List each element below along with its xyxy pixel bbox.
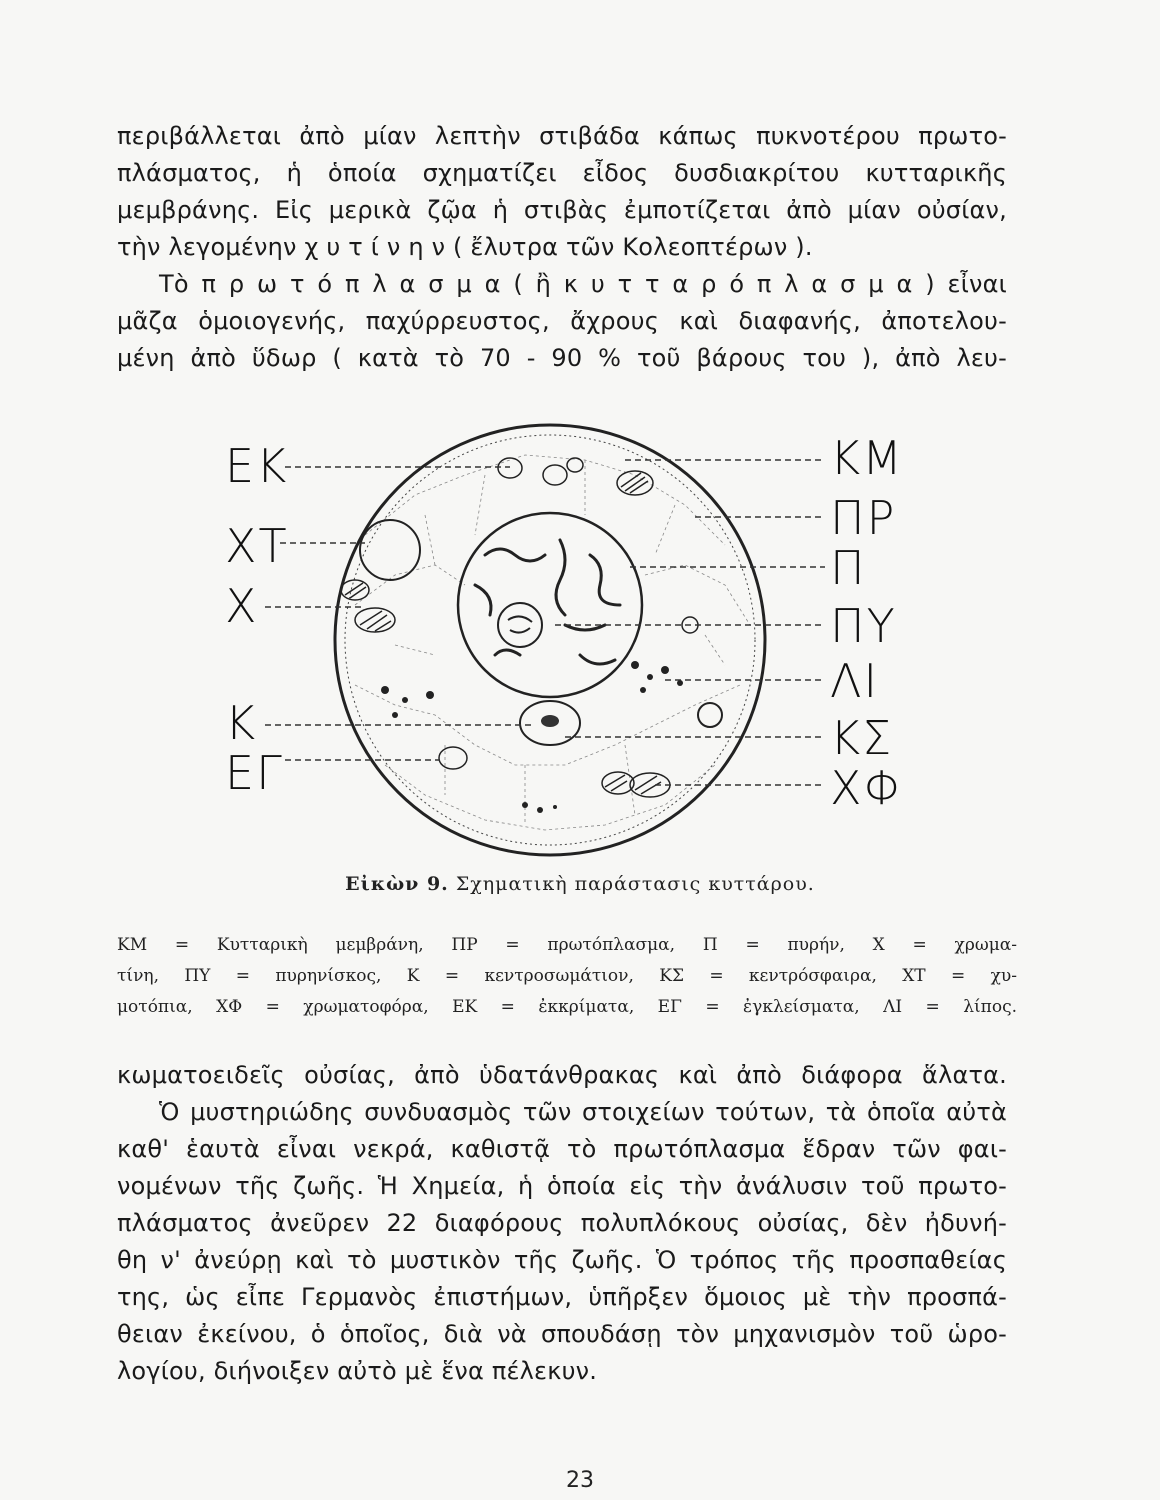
protoplasm-boundary [345, 435, 755, 845]
label-ek: ΕΚ [225, 439, 289, 493]
text-line: θη ν' ἀνεύρῃ καὶ τὸ μυστικὸν τῆς ζωῆς. Ὁ τρόπος τῆς προσπαθείας [117, 1246, 1007, 1274]
caption-number: Εἰκὼν 9. [345, 873, 449, 895]
cell-diagram [225, 415, 925, 875]
figure-caption [0, 873, 1160, 895]
cytoplasm-network [355, 455, 750, 830]
caption-text: Σχηματικὴ παράστασις κυττάρου. [455, 873, 815, 895]
text-line: μένη ἀπὸ ὕδωρ ( κατὰ τὸ 70 - 90 % τοῦ βάρους του ), ἀπὸ λευ- [117, 344, 1007, 372]
text-line: νομένων τῆς ζωῆς. Ἡ Χημεία, ἡ ὁποία εἰς τὴν ἀνάλυσιν τοῦ πρωτο- [117, 1172, 1007, 1200]
label-x: Χ [225, 579, 259, 633]
text-line: μεμβράνης. Εἰς μερικὰ ζῷα ἡ στιβὰς ἐμποτίζεται ἀπὸ μίαν οὐσίαν, [117, 196, 1007, 224]
vacuole-small [698, 703, 722, 727]
text-line: περιβάλλεται ἀπὸ μίαν λεπτὴν στιβάδα κάπως πυκνοτέρου πρωτο- [117, 122, 1007, 150]
centrosome [541, 715, 559, 727]
paragraph-bottom [117, 1057, 1007, 1390]
label-py: ΠΥ [830, 599, 897, 653]
text-line: τὴν λεγομένην χ υ τ ί ν η ν ( ἔλυτρα τῶν Κολεοπτέρων ). [117, 233, 813, 261]
label-xf: ΧΦ [830, 761, 906, 815]
paragraph-top [117, 118, 1007, 377]
text-line: λογίου, διήνοιξεν αὐτὸ μὲ ἕνα πέλεκυν. [117, 1357, 598, 1385]
label-eg: ΕΓ [225, 746, 284, 800]
text-line: πλάσματος ἀνεῦρεν 22 διαφόρους πολυπλόκους οὐσίας, δὲν ἠδυνή- [117, 1209, 1007, 1237]
text-line: της, ὡς εἶπε Γερμανὸς ἐπιστήμων, ὑπῆρξεν ὅμοιος μὲ τὴν προσπά- [117, 1283, 1007, 1311]
cell-membrane [335, 425, 765, 855]
label-pr: ΠΡ [830, 491, 897, 545]
label-km: ΚΜ [830, 431, 904, 485]
cell-figure [225, 415, 925, 875]
label-k: Κ [225, 696, 258, 750]
secretion-granule [498, 458, 522, 478]
leader-lines [265, 460, 825, 785]
inclusion [439, 747, 467, 769]
legend-line: τίνη, ΠΥ = πυρηνίσκος, Κ = κεντροσωμάτιον, ΚΣ = κεντρόσφαιρα, ΧΤ = χυ- [117, 966, 1017, 986]
text-line: κωματοειδεῖς οὐσίας, ἀπὸ ὑδατάνθρακας καὶ ἀπὸ διάφορα ἅλατα. [117, 1061, 1007, 1089]
text-line: καθ' ἑαυτὰ εἶναι νεκρά, καθιστᾷ τὸ πρωτόπλασμα ἕδραν τῶν φαι- [117, 1135, 1007, 1163]
text-line: μᾶζα ὁμοιογενής, παχύρρευστος, ἄχρους καὶ διαφανής, ἀποτελου- [117, 307, 1007, 335]
page-number: 23 [566, 1468, 594, 1493]
label-li: ΛΙ [830, 654, 880, 708]
legend-line: ΚΜ = Κυτταρικὴ μεμβράνη, ΠΡ = πρωτόπλασμα, Π = πυρήν, Χ = χρωμα- [117, 935, 1017, 955]
vacuole [360, 520, 420, 580]
label-ks: ΚΣ [830, 711, 894, 765]
text-line: θειαν ἐκείνου, ὁ ὁποῖος, διὰ νὰ σπουδάσῃ τὸν μηχανισμὸν τοῦ ὡρο- [117, 1320, 1007, 1348]
legend-line: μοτόπια, ΧΦ = χρωματοφόρα, ΕΚ = ἐκκρίματα, ΕΓ = ἐγκλείσματα, ΛΙ = λίπος. [117, 997, 1017, 1017]
text-line: πλάσματος, ἡ ὁποία σχηματίζει εἶδος δυσδιακρίτου κυτταρικῆς [117, 159, 1007, 187]
nucleolus [498, 603, 542, 647]
label-xt: ΧΤ [225, 519, 289, 573]
text-line: Ὁ μυστηριώδης συνδυασμὸς τῶν στοιχείων τούτων, τὰ ὁποῖα αὐτὰ [159, 1098, 1007, 1126]
figure-legend [117, 930, 1017, 1023]
label-p: Π [830, 541, 867, 595]
text-line: Τὸ π ρ ω τ ό π λ α σ μ α ( ἢ κ υ τ τ α ρ ό π λ α σ μ α ) εἶναι [159, 270, 1007, 298]
chromatin [475, 540, 620, 664]
